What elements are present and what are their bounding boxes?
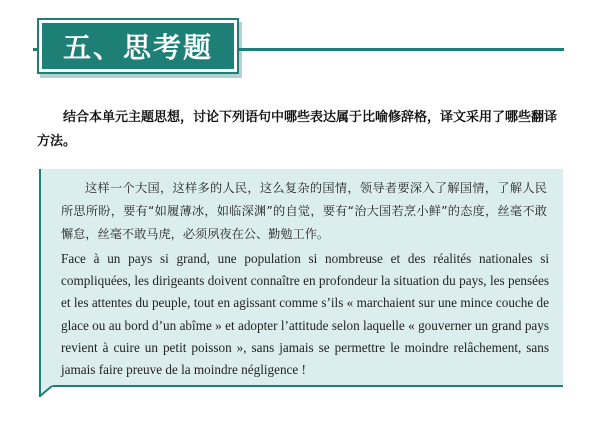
section-header: [33, 14, 564, 84]
chinese-source-text: 这样一个大国，这样多的人民，这么复杂的国情，领导者要深入了解国情，了解人民所思所盼，要有“如履薄冰，如临深渊”的自觉，要有“治大国若烹小鲜”的态度，丝毫不敢懈怠，丝毫不敢马虎，必须夙夜在公、勤勉工作。: [61, 181, 547, 241]
section-title: 五、思考题: [62, 31, 213, 64]
question-instruction: 结合本单元主题思想，讨论下列语句中哪些表达属于比喻修辞格，译文采用了哪些翻译方法。: [37, 110, 558, 149]
quote-tail-decoration: [39, 385, 53, 397]
french-translation-text: Face à un pays si grand, une population si nombreuse et des réalités nationales si compliquées, les dirigeants doivent connaître en profondeur la situation du pays, les pensées et les attentes du peuple, tout en agissant comme s’ils « marchaient sur une mince couche de glace ou au bord d’un abîme » et adopter l’attitude selon laquelle « gouverner un grand pays revient à cuire un petit poisson », sans jamais se permettre le moindre relâchement, sans jamais faire preuve de la moindre négligence !: [61, 251, 549, 378]
header-title-box: [37, 18, 239, 74]
quote-box: [39, 169, 563, 387]
